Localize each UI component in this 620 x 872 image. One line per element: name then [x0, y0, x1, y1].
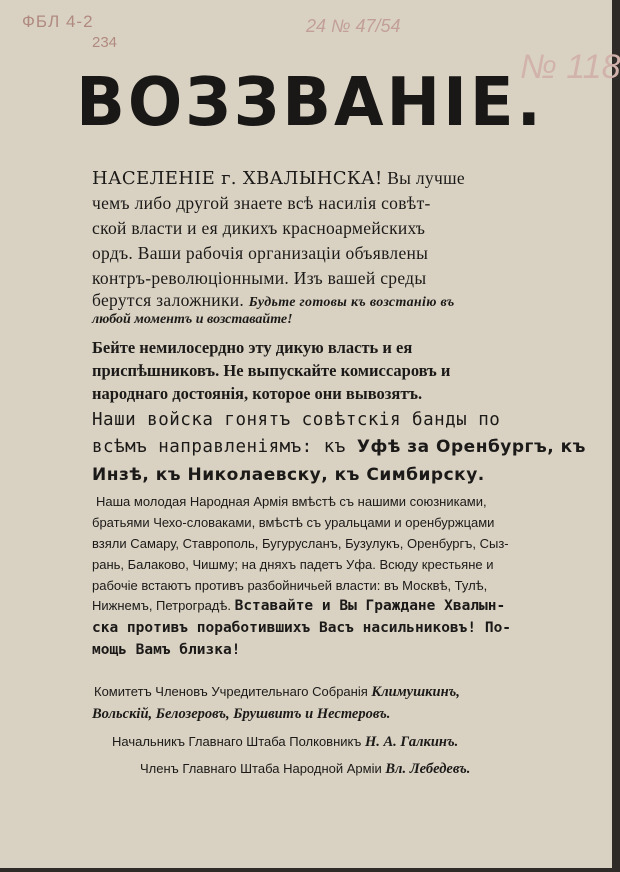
para2-line3: народнаго достоянія, которое они вывозятъ.: [92, 384, 423, 403]
archive-stamp-collection: ФБЛ 4-2: [22, 12, 94, 31]
para4-line4: рань, Балаково, Чишму; на дняхъ падетъ Уфа. Всюду крестьяне и: [92, 557, 494, 572]
para3-line3-text: Инзѣ, къ Николаевску, къ Симбирску.: [92, 465, 485, 485]
para3-line3: [92, 465, 485, 485]
committee-names-2: Вольскій, Белозеровъ, Брушвитъ и Нестеровъ.: [92, 706, 391, 722]
para4-line8-text: мощь Вамъ близка!: [92, 642, 241, 658]
para3-line2-b: Уфѣ за Оренбургъ, къ: [356, 437, 586, 457]
chief-name: Н. А. Галкинъ.: [364, 734, 459, 750]
poster-title: ВОЗЗВАНІЕ.: [76, 64, 544, 142]
para3-line2: [92, 437, 586, 457]
para1-line6: [92, 290, 455, 311]
para4-line6: [92, 598, 505, 614]
para1-line5: контръ-революціонными. Изъ вашей среды: [92, 268, 427, 288]
para1-line7: любой моментъ и возставайте!: [92, 312, 293, 327]
committee-names-1: Климушкинъ,: [371, 684, 460, 700]
para3-line2-a: всѣмъ направленіямъ: къ: [92, 437, 346, 457]
signature-chief-of-staff: [112, 734, 458, 751]
para2-line2: приспѣшниковъ. Не выпускайте комиссаровъ и: [92, 361, 451, 380]
para4-line1: Наша молодая Народная Армія вмѣстѣ съ нашими союзниками,: [96, 494, 487, 509]
signature-committee-names: [92, 706, 390, 723]
para1-line6-text: берутся заложники.: [92, 290, 245, 310]
para4-line6-a: Нижнемъ, Петроградѣ.: [92, 598, 231, 613]
para1-call-to-arms: Будьте готовы къ возстанію въ: [248, 295, 455, 310]
para4-line7: [92, 620, 511, 636]
archive-stamp-number: 234: [92, 34, 118, 51]
para1-line1: [92, 168, 465, 189]
archive-sheet-number: № 118: [520, 48, 620, 86]
para4-line8: [92, 642, 240, 658]
para2-line1: Бейте немилосердно эту дикую власть и ея: [92, 338, 413, 357]
chief-label: Начальникъ Главнаго Штаба Полковникъ: [112, 734, 362, 749]
para1-line4: ордъ. Ваши рабочія организаціи объявлены: [92, 243, 429, 263]
para4-line5: рабочіе встаютъ противъ разбойничьей власти: въ Москвѣ, Тулѣ,: [92, 578, 488, 593]
signature-staff-member: [140, 761, 470, 778]
para4-line2: братьями Чехо-словаками, вмѣстѣ съ уральцами и оренбуржцами: [92, 515, 495, 530]
para4-line7-text: ска противъ поработившихъ Васъ насильниковъ! По-: [92, 620, 512, 636]
signature-committee: [94, 684, 460, 701]
para1-line2: чемъ либо другой знаете всѣ насилія совѣт-: [92, 193, 431, 213]
archive-folio-mark: 24 № 47/54: [306, 16, 401, 36]
member-name: Вл. Лебедевъ.: [385, 761, 471, 777]
member-label: Членъ Главнаго Штаба Народной Арміи: [140, 761, 382, 776]
para1-line1-rest: Вы лучше: [382, 168, 465, 188]
para1-line3: ской власти и ея дикихъ красноармейскихъ: [92, 218, 426, 238]
committee-label: Комитетъ Членовъ Учредительнаго Собранія: [94, 684, 368, 699]
para4-line3: взяли Самару, Ставрополь, Бугурусланъ, Бузулукъ, Оренбургъ, Сыз-: [92, 536, 509, 551]
para3-line1: Наши войска гонятъ совѣтскія банды по: [92, 410, 501, 430]
para1-lead: НАСЕЛЕНІЕ г. ХВАЛЫНСКА!: [92, 168, 383, 189]
para4-line6-b: Вставайте и Вы Граждане Хвалын-: [234, 598, 506, 614]
